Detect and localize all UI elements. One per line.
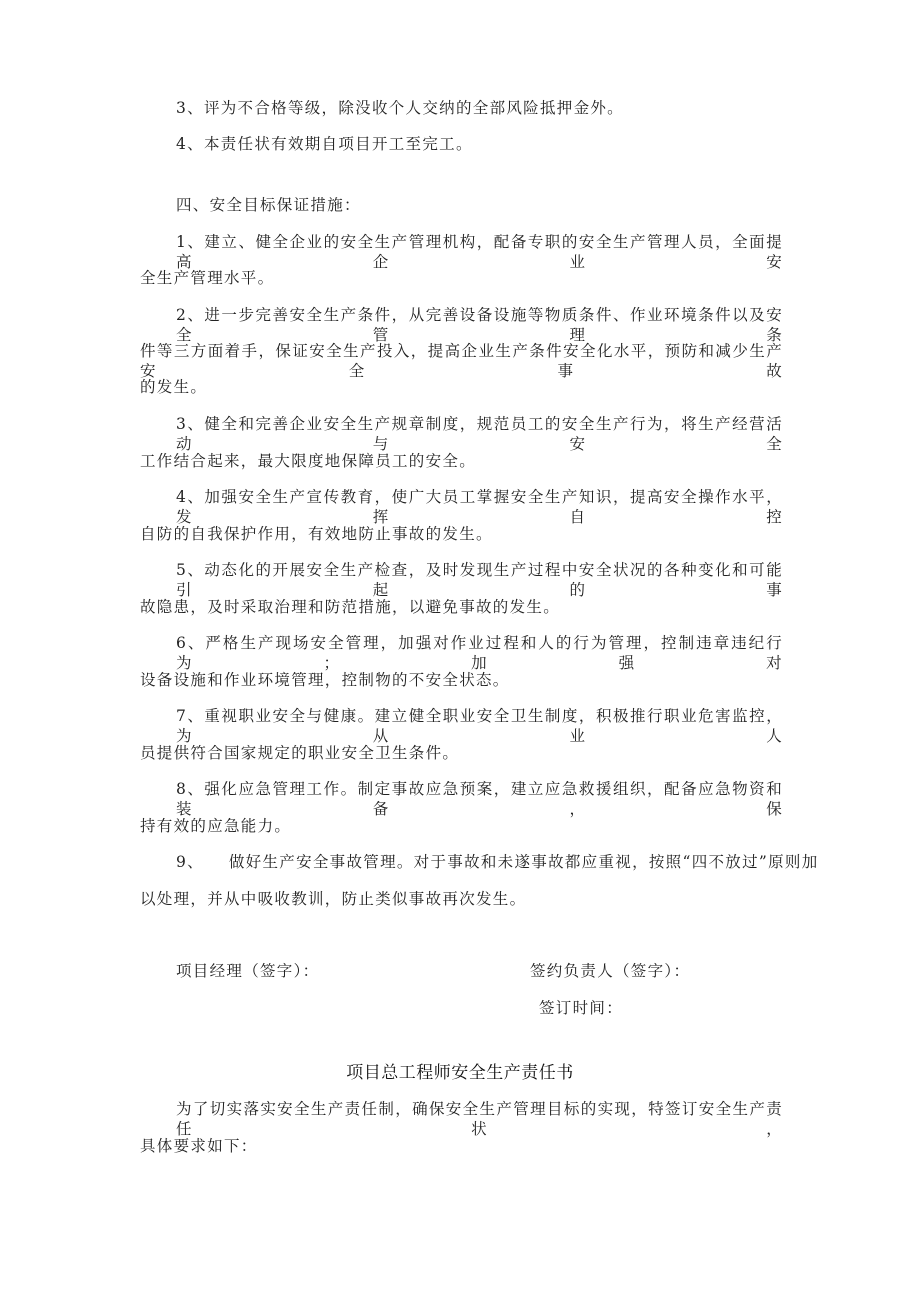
measure-1-line-1: 1、建立、健全企业的安全生产管理机构，配备专职的安全生产管理人员，全面提高企业安 bbox=[176, 233, 783, 271]
sign-date-label: 签订时间： bbox=[539, 999, 624, 1017]
clause-3-disqualified: 3、评为不合格等级，除没收个人交纳的全部风险抵押金外。 bbox=[176, 99, 624, 117]
measure-9-line-2: 以处理，并从中吸收教训，防止类似事故再次发生。 bbox=[140, 890, 527, 908]
measure-3-line-2: 工作结合起来，最大限度地保障员工的安全。 bbox=[140, 452, 477, 470]
section-title: 项目总工程师安全生产责任书 bbox=[346, 1063, 574, 1083]
measure-2-line-3: 的发生。 bbox=[140, 378, 208, 396]
measure-6-line-1: 6、严格生产现场安全管理，加强对作业过程和人的行为管理，控制违章违纪行为；加强对 bbox=[176, 634, 783, 672]
intro-line-1: 为了切实落实安全生产责任制，确保安全生产管理目标的实现，特签订安全生产责任状， bbox=[176, 1100, 783, 1138]
measure-2-line-1: 2、进一步完善安全生产条件，从完善设备设施等物质条件、作业环境条件以及安全管理条 bbox=[176, 306, 783, 344]
measure-1-line-2: 全生产管理水平。 bbox=[140, 269, 275, 287]
measure-6-line-2: 设备设施和作业环境管理，控制物的不安全状态。 bbox=[140, 671, 510, 689]
signatory-signature-label: 签约负责人（签字）： bbox=[530, 962, 691, 980]
intro-line-2: 具体要求如下： bbox=[140, 1137, 258, 1155]
measure-5-line-2: 故隐患，及时采取治理和防范措施，以避免事故的发生。 bbox=[140, 598, 561, 616]
measure-3-line-1: 3、健全和完善企业安全生产规章制度，规范员工的安全生产行为，将生产经营活动与安全 bbox=[176, 415, 783, 453]
measure-4-line-1: 4、加强安全生产宣传教育，使广大员工掌握安全生产知识，提高安全操作水平，发挥自控 bbox=[176, 488, 783, 526]
measure-8-line-1: 8、强化应急管理工作。制定事故应急预案，建立应急救援组织，配备应急物资和装备，保 bbox=[176, 780, 783, 818]
measure-5-line-1: 5、动态化的开展安全生产检查，及时发现生产过程中安全状况的各种变化和可能引起的事 bbox=[176, 561, 783, 599]
section-heading-safety-measures: 四、安全目标保证措施： bbox=[176, 196, 361, 214]
measure-4-line-2: 自防的自我保护作用，有效地防止事故的发生。 bbox=[140, 525, 493, 543]
measure-7-line-2: 员提供符合国家规定的职业安全卫生条件。 bbox=[140, 744, 460, 762]
measure-7-line-1: 7、重视职业安全与健康。建立健全职业安全卫生制度，积极推行职业危害监控，为从业人 bbox=[176, 707, 783, 745]
measure-2-line-2: 件等三方面着手，保证安全生产投入，提高企业生产条件安全化水平，预防和减少生产安全事故 bbox=[140, 342, 783, 380]
measure-8-line-2: 持有效的应急能力。 bbox=[140, 817, 292, 835]
measure-9-line-1: 9、 做好生产安全事故管理。对于事故和未遂事故都应重视，按照“四不放过”原则加 bbox=[176, 853, 819, 871]
project-manager-signature-label: 项目经理（签字）： bbox=[176, 962, 320, 980]
clause-4-validity: 4、本责任状有效期自项目开工至完工。 bbox=[176, 135, 473, 153]
